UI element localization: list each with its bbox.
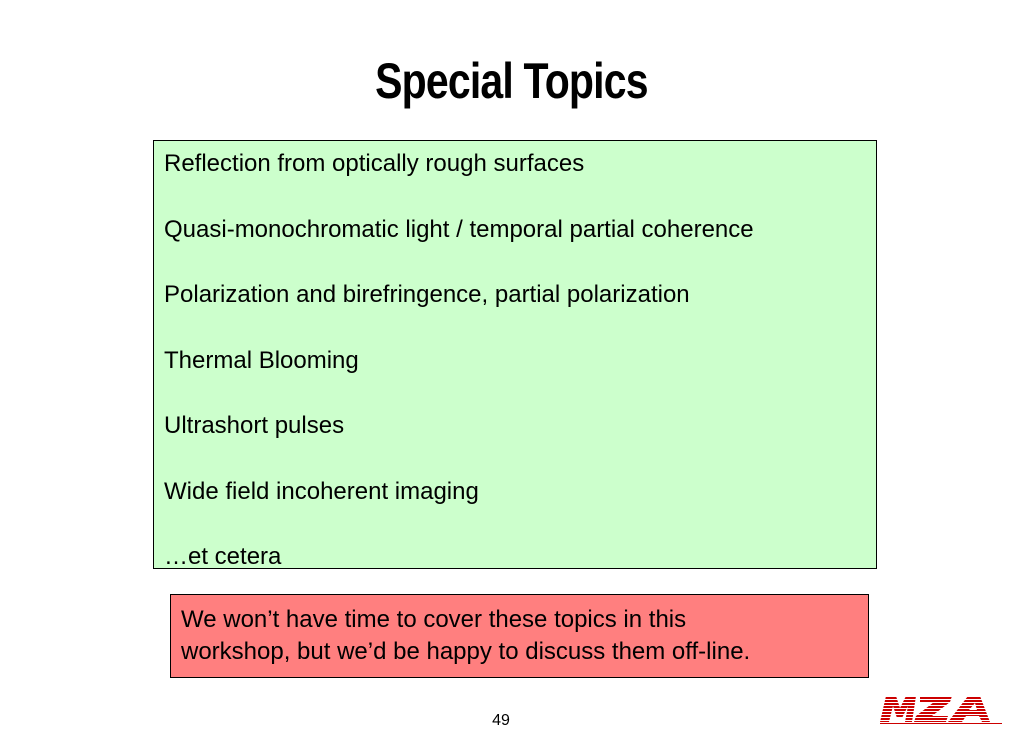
topic-item: Polarization and birefringence, partial polarization: [164, 281, 690, 308]
topic-item: Ultrashort pulses: [164, 412, 345, 439]
note-line-2: workshop, but we’d be happy to discuss them off-line.: [181, 638, 751, 665]
note-box: [170, 594, 869, 678]
topic-item: Wide field incoherent imaging: [164, 477, 479, 505]
mza-logo-icon: [878, 694, 1004, 724]
slide-title: Special Topics: [375, 53, 648, 109]
topic-item: Thermal Blooming: [164, 346, 359, 374]
page-number: 49: [492, 712, 510, 729]
topics-box: [153, 140, 877, 569]
topic-item: Quasi-monochromatic light / temporal partial coherence: [164, 215, 754, 243]
note-line-1: We won’t have time to cover these topics in this: [181, 606, 687, 633]
topic-item: Reflection from optically rough surfaces: [164, 150, 585, 177]
topic-item: …et cetera: [164, 543, 282, 570]
